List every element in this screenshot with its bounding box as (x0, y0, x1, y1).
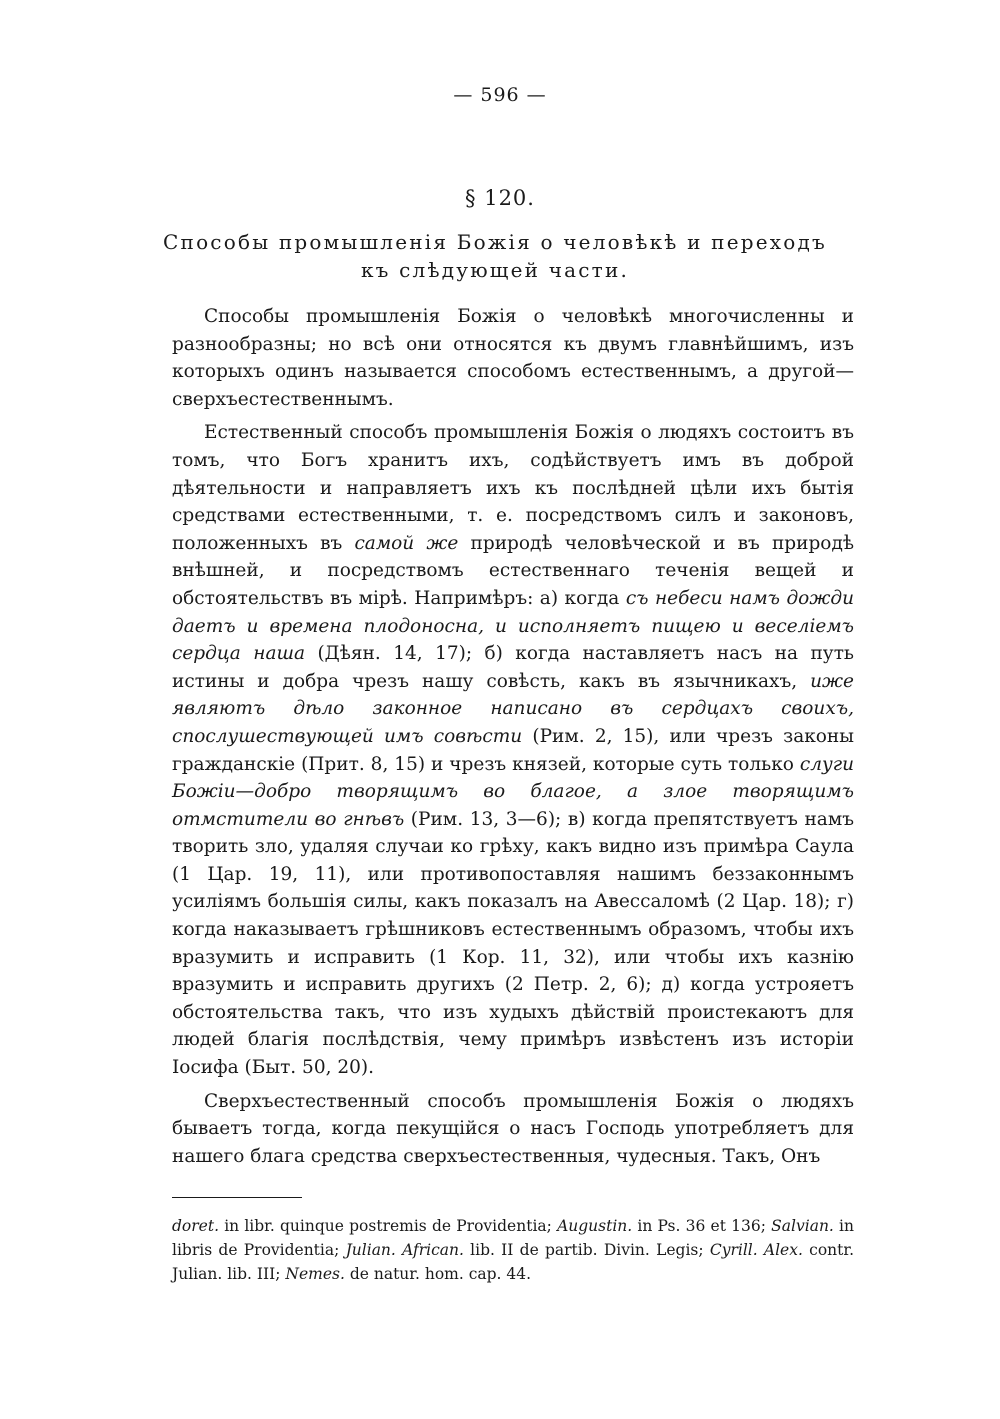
paragraph-1: Способы промышленія Божія о человѣкѣ многочисленны и разнообразны; но всѣ они относятся къ двумъ главнѣйшимъ, изъ которыхъ одинъ называется способомъ естественнымъ, а другой— сверхъестественнымъ. (172, 306, 854, 410)
paragraph-2-text-3: (Дѣян. 14, 17); б) когда наставляетъ насъ на путь истины и добра чрезъ нашу совѣсть, какъ въ язычникахъ, (172, 643, 855, 692)
section-title-line-1: Способы промышленія Божія о человѣкѣ и переходъ (163, 230, 827, 254)
paragraph-2-quote-romans-2: иже являютъ дѣло законное написано въ сердцахъ своихъ, спослушествующей имъ совѣсти (172, 670, 854, 747)
paragraph-2 (172, 419, 854, 1081)
footnote-divider (172, 1197, 302, 1198)
paragraph-2-text-4: (Рим. 2, 15), или чрезъ законы гражданскіе (Прит. 8, 15) и чрезъ князей, которые суть только (172, 725, 854, 775)
footnote-author-5: Cyrill. Alex. (709, 1241, 803, 1259)
page-number: — 596 — (453, 84, 547, 106)
body-text (172, 303, 854, 1170)
paragraph-2-quote-romans-13: слуги Божіи—добро творящимъ во благое, а злое творящимъ отмстители во гнѣвъ (172, 753, 854, 830)
footnote-author-4: Julian. African. (345, 1241, 464, 1259)
section-title (150, 228, 840, 284)
footnote-text-3: in libris de Providentia; (172, 1217, 854, 1259)
footnote-author-2: Augustin. (557, 1217, 633, 1235)
paragraph-2-italic-1: самой же (354, 532, 459, 554)
paragraph-3: Сверхъестественный способъ промышленія Божія о людяхъ бываетъ тогда, когда пекущійся о насъ Господь употребляетъ для нашего блага средства сверхъестественныя, чудесныя. Такъ, Онъ (172, 1090, 854, 1167)
footnote-text-4: lib. II de partib. Divin. Legis; (463, 1241, 710, 1259)
footnote-text-1: in libr. quinque postremis de Providentia; (219, 1217, 558, 1235)
paragraph-2-quote-acts: съ небеси намъ дожди даетъ и времена плодоносна, и исполняетъ пищею и веселіемъ сердца наша (172, 587, 854, 665)
footnote (172, 1214, 854, 1286)
footnote-text-2: in Ps. 36 et 136; (632, 1217, 772, 1235)
footnote-text-5: contr. Julian. lib. III; (172, 1241, 854, 1283)
paragraph-2-text-2: природѣ человѣческой и въ природѣ внѣшней, и посредствомъ естественнаго теченія вещей и обстоятельствъ въ мірѣ. Напримѣръ: а) когда (172, 532, 854, 609)
footnote-author-3: Salvian. (771, 1217, 834, 1235)
section-number: § 120. (465, 186, 535, 210)
paragraph-2-text-1: Естественный способъ промышленія Божія о людяхъ состоитъ въ томъ, что Богъ хранитъ ихъ, содѣйствуетъ имъ въ доброй дѣятельности и направляетъ ихъ къ послѣдней цѣли ихъ бытія средствами естественными, т. е. посредствомъ силъ и законовъ, положенныхъ въ (172, 422, 854, 554)
paragraph-2-text-5: (Рим. 13, 3—6); в) когда препятствуетъ намъ творить зло, удаляя случаи ко грѣху, какъ видно изъ примѣра Саула (1 Цар. 19, 11), или противопоставляя нашимъ беззаконнымъ усиліямъ большія силы, какъ показалъ на Авессаломѣ (2 Цар. 18); г) когда наказываетъ грѣшниковъ естественнымъ образомъ, чтобы ихъ вразумить и исправить (1 Кор. 11, 32), или чтобы ихъ казнію вразумить и исправить другихъ (2 Петр. 2, 6); д) когда устрояетъ обстоятельства такъ, что изъ худыхъ дѣйствій проистекаютъ для людей благія послѣдствія, чему примѣръ извѣстенъ изъ исторіи Іосифа (Быт. 50, 20). (172, 808, 854, 1079)
footnote-author-1: doret. (172, 1217, 219, 1235)
section-title-line-2: къ слѣдующей части. (360, 258, 630, 282)
footnote-text-6: de natur. hom. cap. 44. (344, 1265, 532, 1283)
footnote-author-6: Nemes. (285, 1265, 345, 1283)
